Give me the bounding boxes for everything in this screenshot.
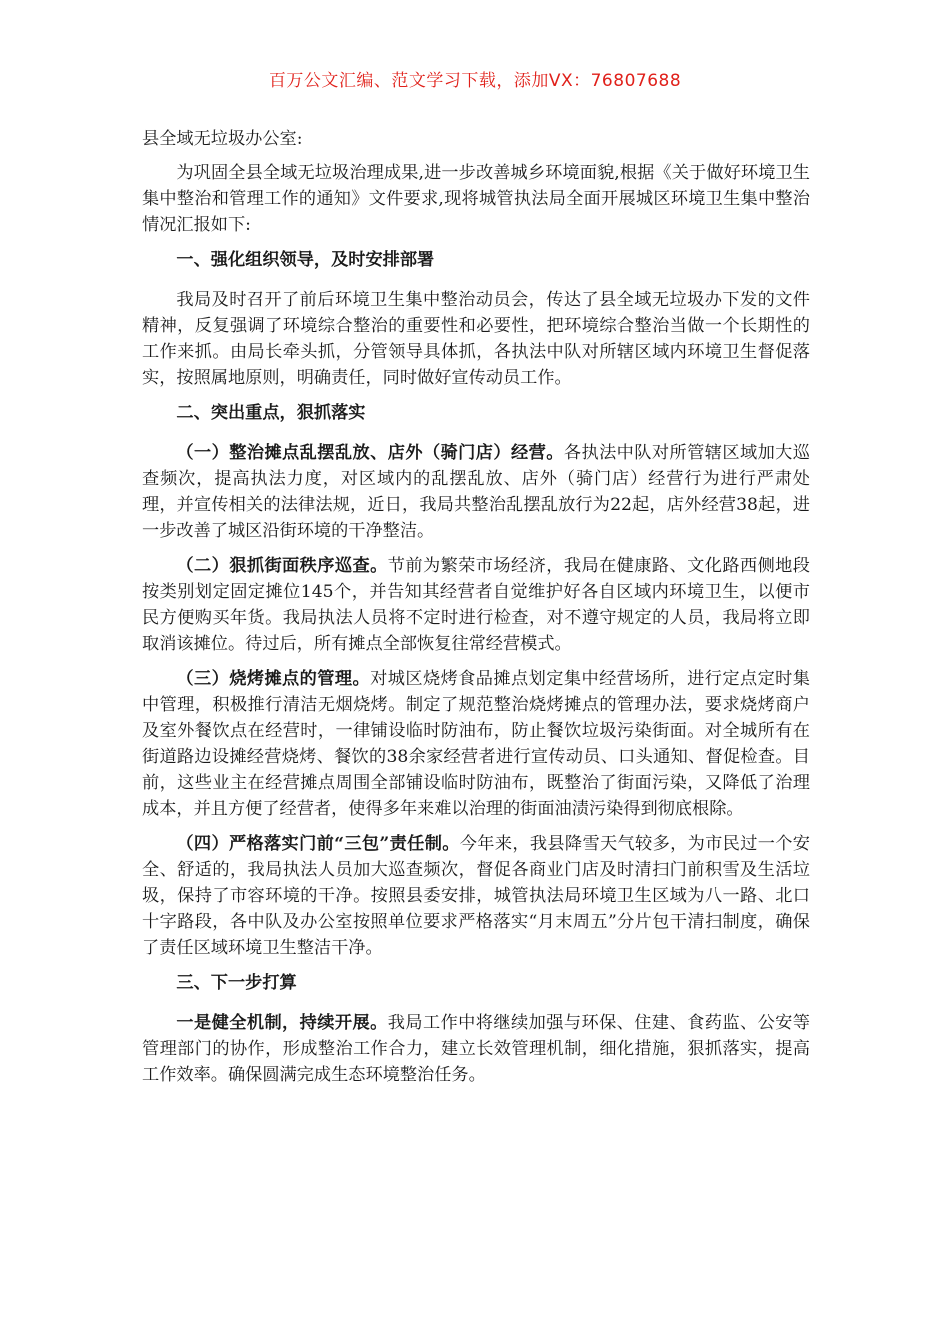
section-3-item-1-lead: 一是健全机制，持续开展。 — [176, 1013, 388, 1033]
section-3-item-1-body: 我局工作中将继续加强与环保、住建、食药监、公安等管理部门的协作，形成整治工作合力，建立长效管理机制，细化措施，狠抓落实，提高工作效率。确保圆满完成生态环境整治任务。 — [142, 1013, 810, 1085]
section-2-item-4-lead: （四）严格落实门前“三包”责任制。 — [176, 834, 460, 854]
addressee: 县全域无垃圾办公室: — [142, 129, 303, 149]
section-1-heading: 一、强化组织领导，及时安排部署 — [176, 250, 435, 270]
section-3-item-1 — [142, 1010, 810, 1088]
section-2-item-1 — [142, 440, 810, 544]
section-2-item-1-body: 各执法中队对所管辖区域加大巡查频次，提高执法力度，对区域内的乱摆乱放、店外（骑门店）经营行为进行严肃处理，并宣传相关的法律法规，近日，我局共整治乱摆乱放行为22起，店外经营38起，进一步改善了城区沿街环境的干净整洁。 — [142, 443, 810, 541]
section-2-item-1-lead: （一）整治摊点乱摆乱放、店外（骑门店）经营。 — [176, 443, 564, 463]
promo-banner: 百万公文汇编、范文学习下载，添加VX：76807688 — [268, 71, 682, 91]
section-2-item-2-body: 节前为繁荣市场经济，我局在健康路、文化路西侧地段按类别划定固定摊位145个，并告知其经营者自觉维护好各自区域内环境卫生，以便市民方便购买年货。我局执法人员将不定时进行检查，对不遵守规定的人员，我局将立即取消该摊位。待过后，所有摊点全部恢复往常经营模式。 — [142, 556, 810, 654]
section-2-item-2-lead: （二）狠抓街面秩序巡查。 — [176, 556, 388, 576]
section-2-item-4 — [142, 831, 810, 961]
section-3-heading: 三、下一步打算 — [176, 973, 297, 993]
section-2-item-3-lead: （三）烧烤摊点的管理。 — [176, 669, 371, 689]
section-2-item-3 — [142, 666, 810, 822]
section-2-item-2 — [142, 553, 810, 657]
intro-paragraph: 为巩固全县全域无垃圾治理成果,进一步改善城乡环境面貌,根据《关于做好环境卫生集中整治和管理工作的通知》文件要求,现将城管执法局全面开展城区环境卫生集中整治情况汇报如下: — [142, 163, 810, 235]
section-1-paragraph: 我局及时召开了前后环境卫生集中整治动员会，传达了县全域无垃圾办下发的文件精神，反复强调了环境综合整治的重要性和必要性，把环境综合整治当做一个长期性的工作来抓。由局长牵头抓，分管领导具体抓，各执法中队对所辖区域内环境卫生督促落实，按照属地原则，明确责任，同时做好宣传动员工作。 — [142, 290, 810, 388]
section-2-item-4-body: 今年来，我县降雪天气较多，为市民过一个安全、舒适的，我局执法人员加大巡查频次，督促各商业门店及时清扫门前积雪及生活垃圾，保持了市容环境的干净。按照县委安排，城管执法局环境卫生区域为八一路、北口十字路段，各中队及办公室按照单位要求严格落实“月末周五”分片包干清扫制度，确保了责任区域环境卫生整洁干净。 — [142, 834, 810, 958]
document-body — [142, 126, 810, 1097]
section-2-item-3-body: 对城区烧烤食品摊点划定集中经营场所，进行定点定时集中管理，积极推行清洁无烟烧烤。制定了规范整治烧烤摊点的管理办法，要求烧烤商户及室外餐饮点在经营时，一律铺设临时防油布，防止餐饮垃圾污染街面。对全城所有在街道路边设摊经营烧烤、餐饮的38余家经营者进行宣传动员、口头通知、督促检查。目前，这些业主在经营摊点周围全部铺设临时防油布，既整治了街面污染，又降低了治理成本，并且方便了经营者，使得多年来难以治理的街面油渍污染得到彻底根除。 — [142, 669, 810, 819]
section-2-heading: 二、突出重点，狠抓落实 — [176, 403, 366, 423]
